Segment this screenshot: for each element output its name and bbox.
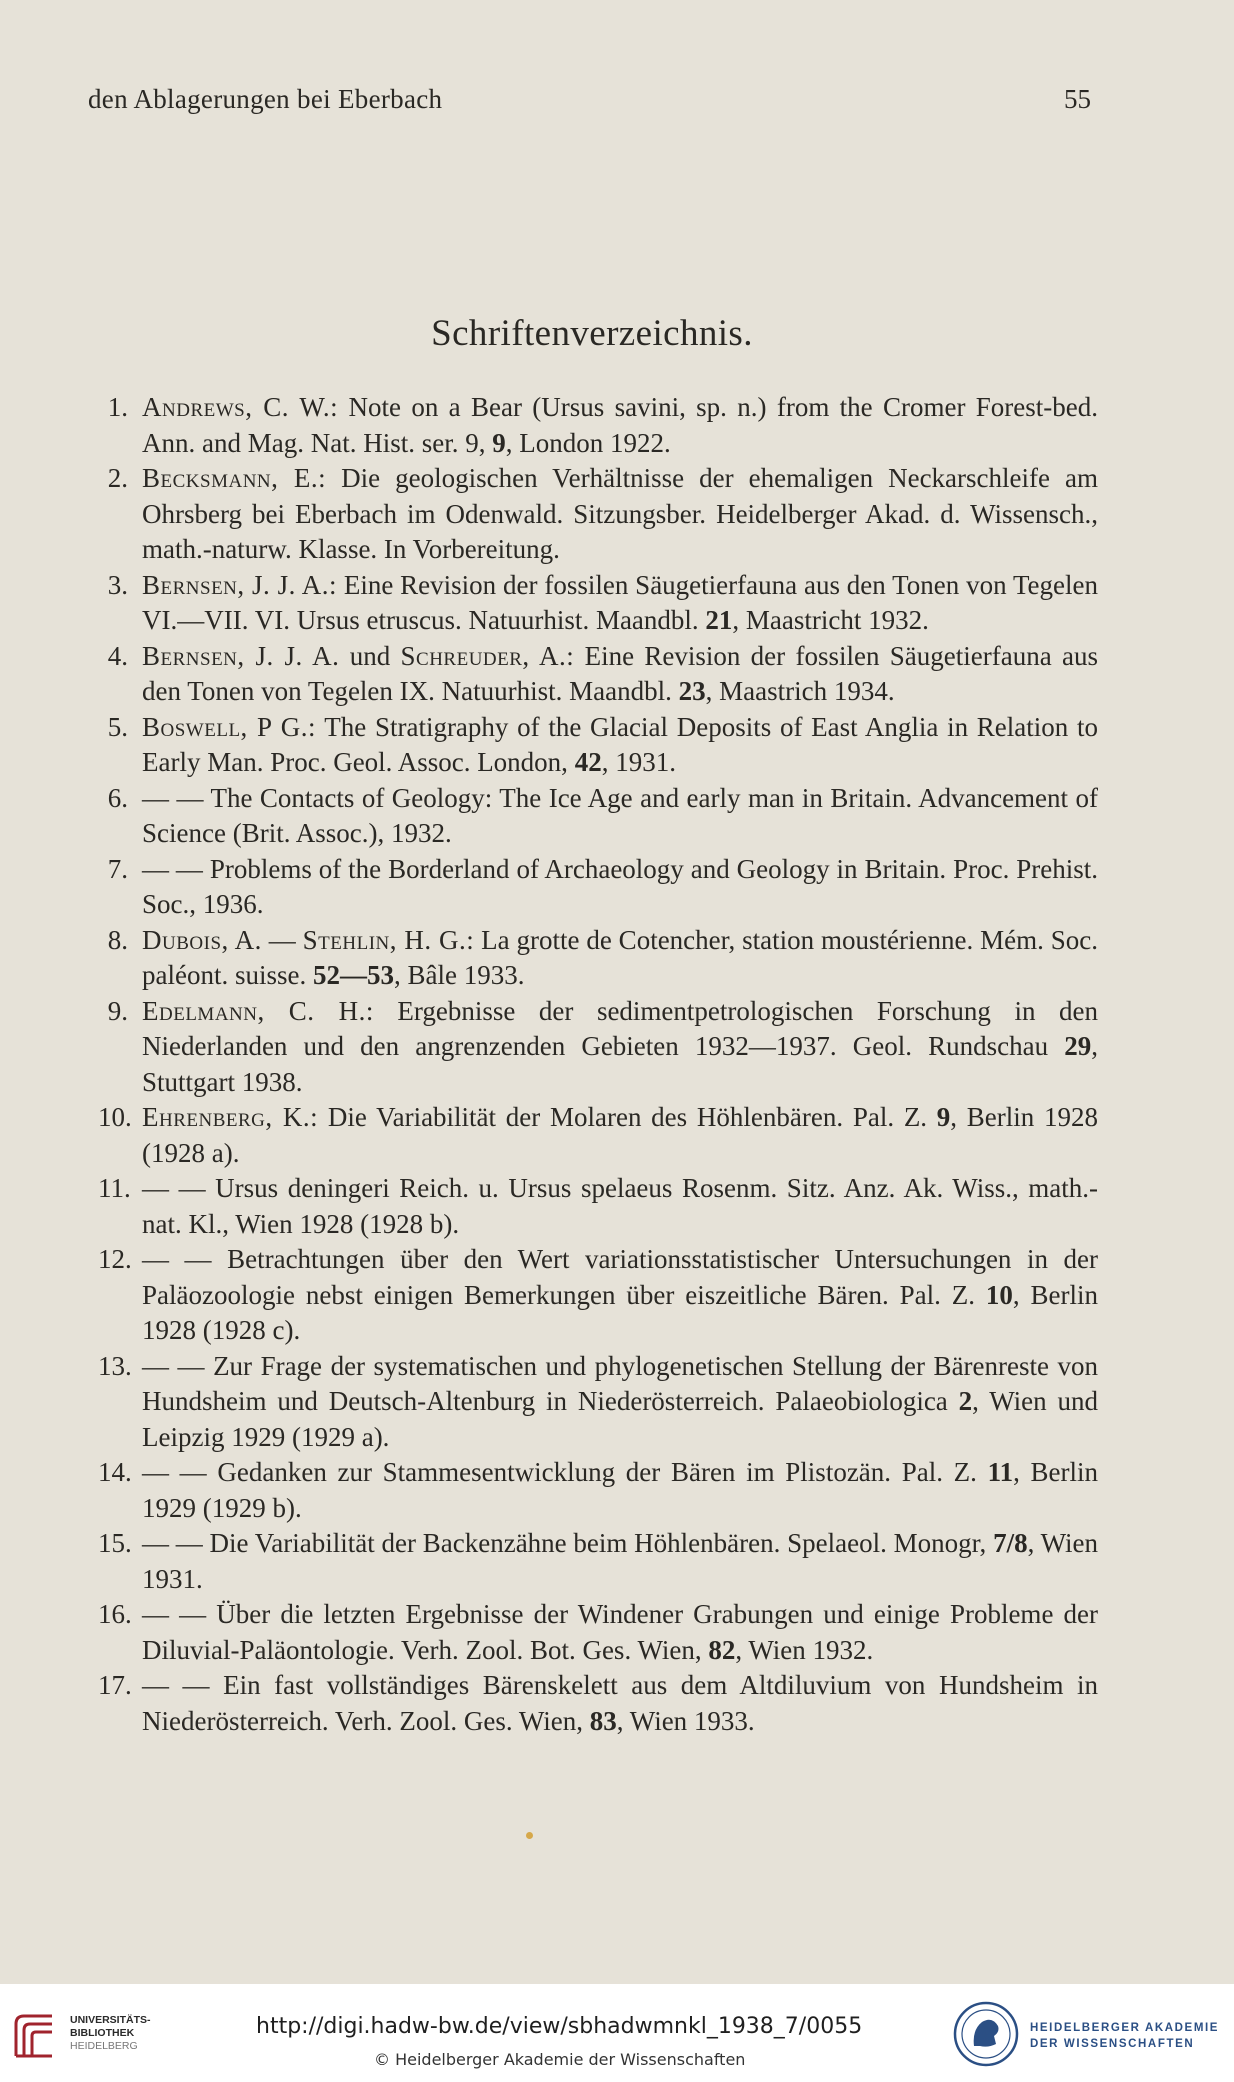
reference-text: Betrachtungen über den Wert variationsstatistischer Untersuchungen in der Paläozoologie nebst einigen Bemerkungen über eiszeitliche Bären. Pal. Z.	[142, 1244, 1098, 1310]
reference-author: Edelmann, C. H.:	[142, 995, 374, 1026]
reference-number: 1.	[107, 392, 128, 422]
reference-number: 9.	[107, 995, 128, 1026]
reference-text: , Wien 1931.	[142, 1528, 1098, 1594]
reference-text: Ergebnisse der sedimentpetrologischen Forschung in den Niederlanden und den angrenzenden Gebieten 1932—1937. Geol. Rundschau	[142, 995, 1098, 1061]
reference-text: , Maastricht 1932.	[732, 605, 929, 635]
reference-entry	[98, 852, 1098, 923]
reference-text: Zur Frage der systematischen und phylogenetischen Stellung der Bärenreste von Hundsheim und Deutsch-Altenburg in Niederösterreich. Palaeobiologica	[142, 1350, 1099, 1416]
reference-number: 10.	[98, 1102, 132, 1132]
reference-text: , Maastrich 1934.	[705, 676, 895, 706]
reference-author: Dubois, A.	[142, 924, 262, 955]
decorative-dot	[526, 1832, 533, 1839]
reference-author: — —	[142, 1173, 206, 1203]
reference-number: 3.	[107, 569, 128, 600]
reference-text: Ursus deningeri Reich. u. Ursus spelaeus Rosenm. Sitz. Anz. Ak. Wiss., math.-nat. Kl., Wien 1928 (1928 b).	[142, 1173, 1099, 1239]
copyright-notice: © Heidelberger Akademie der Wissenschaften	[374, 2050, 746, 2069]
reference-author: — —	[142, 853, 203, 884]
reference-text: Ein fast vollständiges Bärenskelett aus dem Altdiluvium von Hundsheim in Niederösterreich. Verh. Zool. Ges. Wien,	[142, 1670, 1099, 1736]
page-title: Schriftenverzeichnis.	[431, 313, 753, 354]
reference-number: 16.	[98, 1599, 132, 1629]
reference-volume: 29	[1064, 1031, 1092, 1061]
reference-number: 8.	[107, 924, 128, 955]
running-title: den Ablagerungen bei Eberbach	[88, 84, 443, 114]
reference-number: 7.	[107, 853, 128, 884]
reference-number: 11.	[98, 1173, 131, 1203]
reference-text: Problems of the Borderland of Archaeology and Geology in Britain. Proc. Prehist. Soc., 1936.	[142, 853, 1099, 919]
reference-author-joiner: und	[339, 640, 401, 671]
reference-text: , Berlin 1928 (1928 a).	[142, 1102, 1098, 1168]
reference-number: 13.	[98, 1350, 132, 1381]
reference-coauthor: Schreuder, A.:	[400, 640, 575, 671]
reference-volume: 11	[987, 1457, 1014, 1487]
academy-name: HEIDELBERGER AKADEMIE DER WISSENSCHAFTEN	[1030, 2022, 1220, 2050]
reference-number: 4.	[107, 640, 128, 671]
reference-entry	[98, 710, 1098, 781]
reference-text: , Wien 1933.	[616, 1705, 755, 1736]
reference-text: The Contacts of Geology: The Ice Age and early man in Britain. Advancement of Science (Brit. Assoc.), 1932.	[142, 782, 1098, 848]
reference-text: Eine Revision der fossilen Säugetierfauna aus den Tonen von Tegelen VI.—VII. VI. Ursus etruscus. Natuurhist. Maandbl.	[142, 569, 1099, 635]
reference-text: Die geologischen Verhältnisse der ehemaligen Neckarschleife am Ohrsberg bei Eberbach im Odenwald. Sitzungsber. Heidelberger Akad. d. Wissensch., math.-naturw. Klasse. In Vorbereitung.	[142, 463, 1098, 564]
university-library-name: UNIVERSITÄTS- BIBLIOTHEK HEIDELBERG	[70, 2014, 151, 2052]
reference-text: Über die letzten Ergebnisse der Windener Grabungen und einige Probleme der Diluvial-Paläontologie. Verh. Zool. Bot. Ges. Wien,	[142, 1599, 1099, 1665]
reference-entry	[98, 1597, 1098, 1668]
reference-text: The Stratigraphy of the Glacial Deposits of East Anglia in Relation to Early Man. Proc. Geol. Assoc. London,	[142, 711, 1099, 777]
reference-number: 2.	[107, 463, 128, 493]
reference-text: , Wien und Leipzig 1929 (1929 a).	[142, 1386, 1099, 1452]
reference-entry	[98, 1668, 1098, 1739]
reference-number: 5.	[107, 711, 128, 742]
reference-text: , 1931.	[601, 747, 676, 777]
reference-volume: 10	[985, 1279, 1013, 1310]
reference-author: Ehrenberg, K.:	[142, 1102, 319, 1132]
reference-author: — —	[142, 1244, 212, 1274]
reference-volume: 9	[492, 427, 506, 458]
reference-entry	[98, 1526, 1098, 1597]
reference-text: Note on a Bear (Ursus savini, sp. n.) from the Cromer Forest-bed. Ann. and Mag. Nat. Hist. ser. 9,	[142, 392, 1099, 458]
reference-list	[98, 390, 1098, 1739]
reference-author: — —	[142, 1599, 207, 1629]
reference-volume: 9	[936, 1102, 951, 1132]
reference-coauthor: Stehlin, H. G.:	[302, 924, 475, 955]
reference-entry	[98, 994, 1098, 1101]
reference-number: 15.	[98, 1528, 132, 1558]
reference-text: La grotte de Cotencher, station moustérienne. Mém. Soc. paléont. suisse.	[142, 924, 1098, 990]
reference-volume: 52—53	[312, 960, 394, 990]
reference-text: , Berlin 1929 (1929 b).	[142, 1457, 1099, 1523]
reference-author: — —	[142, 1528, 203, 1558]
reference-volume: 2	[958, 1386, 973, 1416]
reference-entry	[98, 1171, 1098, 1242]
reference-number: 14.	[98, 1457, 132, 1487]
reference-text: Die Variabilität der Molaren des Höhlenbären. Pal. Z.	[327, 1102, 937, 1132]
reference-author: Becksmann, E.:	[142, 463, 327, 493]
academy-seal-icon	[952, 2000, 1020, 2068]
reference-entry	[98, 781, 1098, 852]
reference-author: — —	[142, 1350, 205, 1381]
reference-entry	[98, 568, 1098, 639]
reference-number: 12.	[98, 1244, 132, 1274]
reference-volume: 21	[705, 605, 733, 635]
reference-text: , Stuttgart 1938.	[142, 1031, 1098, 1097]
footer-bar	[0, 1984, 1234, 2082]
reference-author: Bernsen, J. J. A.:	[142, 569, 337, 600]
reference-volume: 42	[574, 747, 602, 777]
reference-entry	[98, 390, 1098, 461]
reference-entry	[98, 923, 1098, 994]
reference-author: — —	[142, 1670, 210, 1700]
reference-volume: 7/8	[993, 1528, 1028, 1558]
reference-entry	[98, 1455, 1098, 1526]
reference-author: Boswell, P G.:	[142, 711, 317, 742]
reference-text: , Bâle 1933.	[393, 960, 525, 990]
university-library-logo-icon	[12, 2010, 56, 2060]
reference-text: Gedanken zur Stammesentwicklung der Bären im Plistozän. Pal. Z.	[217, 1457, 988, 1487]
source-url[interactable]: http://digi.hadw-bw.de/view/sbhadwmnkl_1938_7/0055	[256, 2014, 863, 2039]
reference-text: , London 1922.	[505, 427, 671, 458]
reference-volume: 83	[589, 1705, 617, 1736]
reference-entry	[98, 1349, 1098, 1456]
reference-entry	[98, 639, 1098, 710]
reference-author: — —	[142, 1457, 207, 1487]
reference-author: Andrews, C. W.:	[142, 392, 339, 422]
reference-author: — —	[142, 782, 204, 813]
reference-text: , Wien 1932.	[735, 1634, 874, 1665]
reference-number: 6.	[107, 782, 128, 813]
reference-text: , Berlin 1928 (1928 c).	[142, 1279, 1098, 1345]
reference-author-joiner: —	[261, 924, 303, 955]
page-number: 55	[1064, 84, 1091, 114]
reference-volume: 23	[678, 676, 706, 706]
reference-number: 17.	[98, 1670, 132, 1700]
reference-entry	[98, 1242, 1098, 1349]
reference-text: Eine Revision der fossilen Säugetierfauna aus den Tonen von Tegelen IX. Natuurhist. Maandbl.	[142, 640, 1099, 706]
reference-author: Bernsen, J. J. A.	[142, 640, 340, 671]
reference-entry	[98, 461, 1098, 568]
reference-entry	[98, 1100, 1098, 1171]
reference-text: Die Variabilität der Backenzähne beim Höhlenbären. Spelaeol. Monogr,	[209, 1528, 994, 1558]
reference-volume: 82	[708, 1634, 736, 1665]
